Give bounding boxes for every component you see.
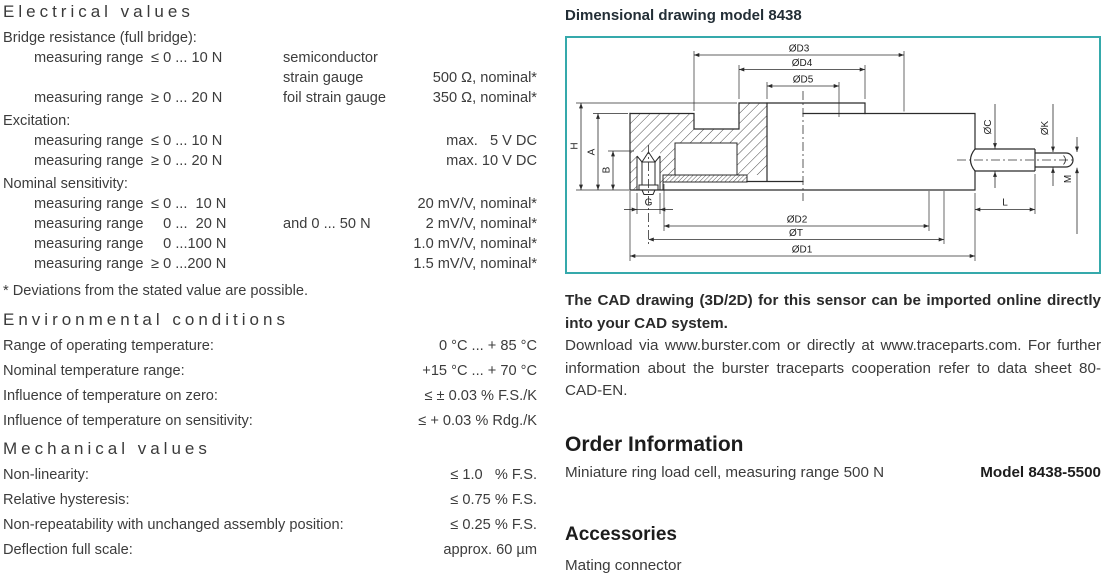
accessories-heading: Accessories xyxy=(565,523,677,545)
dim-label-l: L xyxy=(1002,197,1008,209)
spec-row xyxy=(3,151,537,171)
spec-row xyxy=(3,214,537,234)
spec-cell: 0 ... 20 N xyxy=(151,216,227,232)
electrical-rows xyxy=(3,28,537,274)
spec-cell: measuring range xyxy=(34,153,144,169)
spec-cell: ≥ 0 ... 20 N xyxy=(151,153,223,169)
dim-label-b: B xyxy=(601,166,613,174)
spec-cell: 0 ...100 N xyxy=(151,236,227,252)
spec-row xyxy=(3,234,537,254)
spec-value: 0 °C ... + 85 °C xyxy=(438,338,537,354)
accessories-item: Mating connector xyxy=(565,556,682,574)
spec-row xyxy=(3,384,537,409)
spec-value: 20 mV/V, nominal* xyxy=(417,196,537,212)
spec-cell: measuring range xyxy=(34,90,144,106)
spec-row xyxy=(3,131,537,151)
spec-cell: measuring range xyxy=(34,256,144,272)
dim-label-t: ØT xyxy=(789,228,803,239)
spec-column xyxy=(3,2,537,563)
spec-value: ≤ 0.75 % F.S. xyxy=(450,492,537,508)
spec-row xyxy=(3,488,537,513)
spec-value: 1.5 mV/V, nominal* xyxy=(413,256,537,272)
spec-label: Relative hysteresis: xyxy=(3,492,130,508)
dim-label-g: G xyxy=(644,197,653,209)
spec-cell: measuring range xyxy=(34,196,144,212)
spec-cell: ≤ 0 ... 10 N xyxy=(151,133,223,149)
spec-row xyxy=(3,48,537,68)
drawing-title: Dimensional drawing model 8438 xyxy=(565,7,802,24)
spec-cell: measuring range xyxy=(34,216,144,232)
dimensional-drawing-box xyxy=(565,36,1101,274)
spec-row xyxy=(3,254,537,274)
spec-label: Nominal temperature range: xyxy=(3,363,185,379)
spec-cell: measuring range xyxy=(34,236,144,252)
spec-row xyxy=(3,409,537,434)
spec-value: ≤ + 0.03 % Rdg./K xyxy=(418,413,537,429)
spec-value: approx. 60 µm xyxy=(443,542,537,558)
spec-row xyxy=(3,463,537,488)
spec-value: +15 °C ... + 70 °C xyxy=(422,363,537,379)
spec-label: Range of operating temperature: xyxy=(3,338,214,354)
dim-label-m: M xyxy=(1063,174,1074,184)
section-heading-mechanical: Mechanical values xyxy=(3,439,211,458)
cad-info-paragraph xyxy=(565,290,1101,403)
dim-label-a: A xyxy=(586,148,598,156)
spec-cell xyxy=(34,68,151,88)
spec-value: max. 5 V DC xyxy=(446,133,537,149)
spec-value: max. 10 V DC xyxy=(446,153,537,169)
spec-label: Influence of temperature on zero: xyxy=(3,388,218,404)
spec-cell xyxy=(151,68,283,88)
spec-cell: strain gauge xyxy=(283,70,364,86)
section-heading-electrical: Electrical values xyxy=(3,2,194,21)
spec-cell: ≤ 0 ... 10 N xyxy=(151,196,227,212)
order-line xyxy=(565,463,1101,483)
section-heading-environmental: Environmental conditions xyxy=(3,310,289,329)
dim-label-d3: ØD3 xyxy=(788,43,810,55)
spec-row xyxy=(3,538,537,563)
info-column xyxy=(565,0,1101,576)
spec-cell: ≤ 0 ... 10 N xyxy=(151,50,223,66)
spec-value: 500 Ω, nominal* xyxy=(432,70,537,86)
spec-value: ≤ ± 0.03 % F.S./K xyxy=(424,388,537,404)
order-description: Miniature ring load cell, measuring range 500 N xyxy=(565,463,885,481)
spec-value: 1.0 mV/V, nominal* xyxy=(413,236,537,252)
dim-label-k: ØK xyxy=(1040,120,1051,136)
spec-value: ≤ 1.0 % F.S. xyxy=(450,467,537,483)
section-hatching xyxy=(630,103,803,190)
dimensional-drawing xyxy=(567,38,1099,272)
dim-label-d4: ØD4 xyxy=(791,58,813,69)
dim-label-d1: ØD1 xyxy=(791,244,813,256)
dim-label-h: H xyxy=(569,142,581,150)
spec-row xyxy=(3,334,537,359)
spec-label: Non-linearity: xyxy=(3,467,89,483)
spec-cell: measuring range xyxy=(34,133,144,149)
order-information-heading: Order Information xyxy=(565,432,744,456)
spec-group-label: Bridge resistance (full bridge): xyxy=(3,30,197,46)
spec-value: ≤ 0.25 % F.S. xyxy=(450,517,537,533)
spec-row xyxy=(3,68,537,88)
deviations-footnote: * Deviations from the stated value are possible. xyxy=(3,283,309,299)
spec-cell: and 0 ... 50 N xyxy=(283,216,371,232)
spec-row xyxy=(3,359,537,384)
order-model-number: Model 8438-5500 xyxy=(980,463,1101,481)
spec-cell: ≥ 0 ... 20 N xyxy=(151,90,223,106)
spec-label: Non-repeatability with unchanged assembly position: xyxy=(3,517,344,533)
spec-cell: semiconductor xyxy=(283,50,378,66)
mechanical-rows xyxy=(3,463,537,563)
spec-cell: measuring range xyxy=(34,50,144,66)
cad-info-body: Download via www.burster.com or directly at www.traceparts.com. For further information about the burster traceparts cooperation refer to data sheet 80-CAD-EN. xyxy=(565,337,1101,399)
spec-row xyxy=(3,88,537,108)
spec-cell: ≥ 0 ...200 N xyxy=(151,256,227,272)
environmental-rows xyxy=(3,334,537,434)
dim-label-d2: ØD2 xyxy=(786,214,808,226)
spec-row xyxy=(3,194,537,214)
spec-row xyxy=(3,513,537,538)
cad-info-bold: The CAD drawing (3D/2D) for this sensor can be imported online directly into your CAD system. xyxy=(565,292,1101,332)
dim-label-c: ØC xyxy=(983,119,994,135)
spec-cell: foil strain gauge xyxy=(283,90,387,106)
spec-value: 350 Ω, nominal* xyxy=(432,90,537,106)
spec-group-label: Nominal sensitivity: xyxy=(3,176,128,192)
spec-label: Deflection full scale: xyxy=(3,542,133,558)
dim-label-d5: ØD5 xyxy=(792,74,814,86)
spec-group-label: Excitation: xyxy=(3,113,71,129)
spec-label: Influence of temperature on sensitivity: xyxy=(3,413,253,429)
spec-value: 2 mV/V, nominal* xyxy=(425,216,537,232)
